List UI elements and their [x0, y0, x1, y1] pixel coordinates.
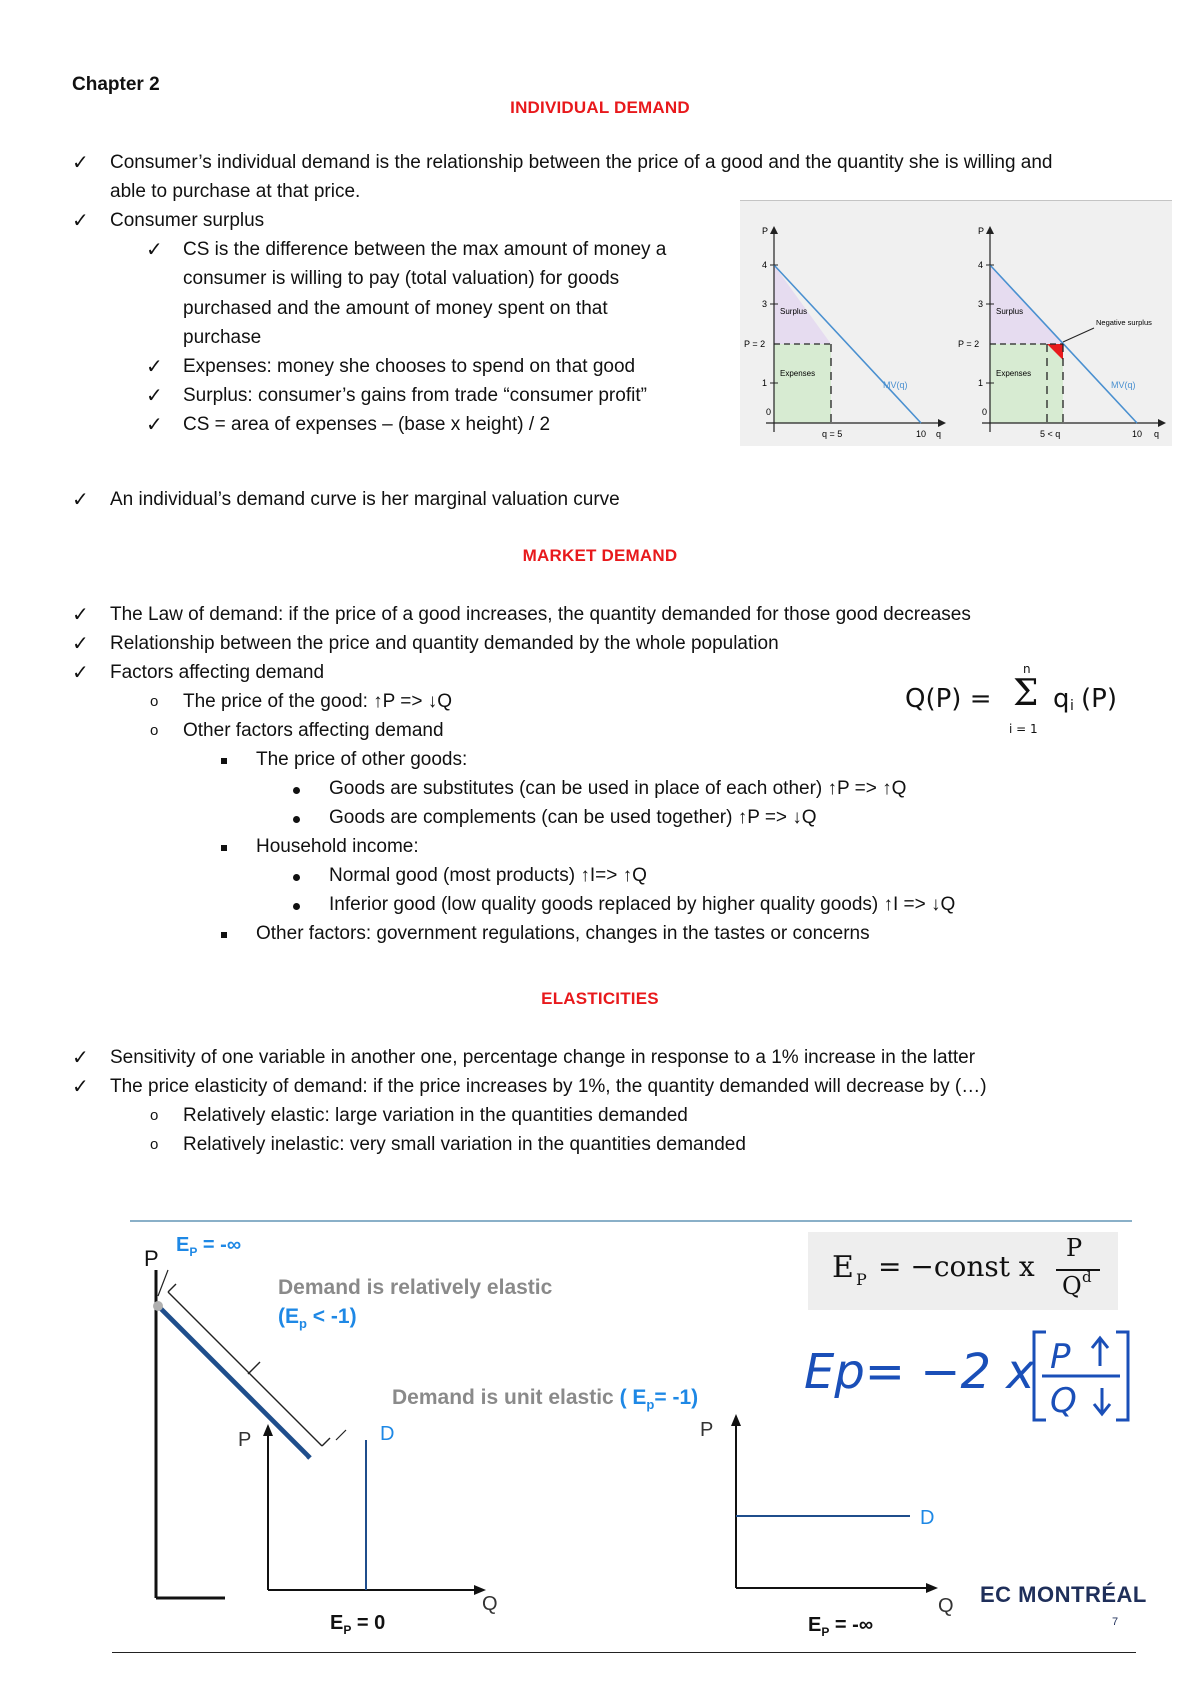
right-q-tick: 5 < q	[1040, 429, 1061, 439]
check-icon: ✓	[72, 633, 89, 655]
cs-definition-line2: consumer is willing to pay (total valuation) for goods	[183, 268, 620, 289]
right-curve-label: MV(q)	[1111, 380, 1136, 390]
dot-bullet-icon	[293, 903, 300, 910]
check-icon: ✓	[72, 604, 89, 626]
formula-rhs-base: q	[1053, 684, 1070, 714]
cs-definition-line3: purchased and the amount of money spent on that	[183, 298, 608, 319]
elastic-bracket-mid	[248, 1362, 260, 1374]
ep-infinity-label	[176, 1234, 241, 1259]
elasticity-equation-box	[808, 1232, 1118, 1310]
circle-bullet-icon: o	[150, 722, 159, 739]
right-q-label: q	[1154, 429, 1160, 439]
ep-inf-symbol: E	[176, 1234, 190, 1256]
check-icon: ✓	[146, 239, 163, 261]
elastic-q-label: Q	[938, 1595, 954, 1617]
hand-lhs: Ep= −2 x	[804, 1344, 1035, 1400]
surplus-item: Surplus: consumer’s gains from trade “consumer profit”	[183, 385, 647, 406]
heading-market-demand: MARKET DEMAND	[522, 546, 678, 565]
left-q-label: q	[936, 429, 942, 439]
check-icon: ✓	[146, 414, 163, 436]
formula-sum-bottom: i = 1	[1009, 722, 1038, 736]
left-surplus-area	[774, 265, 831, 344]
unit-elastic-label	[392, 1386, 698, 1412]
dot-bullet-icon	[293, 816, 300, 823]
check-icon: ✓	[146, 356, 163, 378]
right-graph	[958, 226, 1166, 439]
elastic-q-arrow	[926, 1583, 938, 1593]
sigma-icon: Σ	[1013, 673, 1039, 714]
vert-ep-sub: P	[343, 1623, 352, 1637]
elastic-cond-open: (E	[278, 1305, 299, 1328]
check-icon: ✓	[72, 662, 89, 684]
vertical-intercept-point	[153, 1301, 163, 1311]
left-q-tick: q = 5	[822, 429, 843, 439]
heading-elasticities: ELASTICITIES	[541, 989, 659, 1008]
relatively-inelastic-item: Relatively inelastic: very small variation in the quantities demanded	[183, 1134, 746, 1155]
left-q-arrow	[938, 419, 946, 427]
chapter-title: Chapter 2	[72, 74, 160, 95]
eq-fraction-bar	[1056, 1269, 1100, 1271]
other-factors-item: Other factors affecting demand	[183, 720, 444, 741]
eq-denominator: Q	[1062, 1272, 1082, 1300]
perfectly-elastic-diagram	[690, 1400, 960, 1620]
consumer-surplus-graphs	[740, 200, 1172, 446]
circle-bullet-icon: o	[150, 1136, 159, 1153]
hec-montreal-logo: EC MONTRÉAL	[980, 1582, 1147, 1607]
consumer-surplus-figure	[740, 200, 1172, 446]
formula-sum-top: n	[1023, 662, 1031, 676]
eq-numerator: P	[1066, 1234, 1083, 1262]
hand-denominator: Q	[1050, 1381, 1077, 1421]
vert-ep: E	[330, 1612, 344, 1634]
horiz-ep: E	[808, 1614, 822, 1636]
right-negative-label: Negative surplus	[1096, 318, 1152, 327]
circle-bullet-icon: o	[150, 693, 159, 710]
left-p-arrow	[770, 226, 778, 234]
slide-page-mark: 7	[1112, 1616, 1119, 1628]
individual-demand-def-line2: able to purchase at that price.	[110, 181, 361, 202]
bottom-rule	[112, 1652, 1136, 1653]
inelastic-p-label: P	[238, 1429, 252, 1451]
left-expenses-label: Expenses	[780, 369, 816, 378]
left-curve-label: MV(q)	[883, 380, 908, 390]
slide-top-bar	[130, 1220, 1132, 1222]
elastic-p-label: P	[700, 1419, 714, 1441]
elastic-condition	[278, 1305, 357, 1331]
right-y3: 3	[978, 299, 984, 309]
individual-demand-def-line1: Consumer’s individual demand is the relationship between the price of a good and the quantity she is willing and	[110, 152, 1053, 173]
right-q-end: 10	[1132, 429, 1143, 439]
unit-cond-open: ( E	[619, 1386, 647, 1409]
sensitivity-item: Sensitivity of one variable in another one, percentage change in response to a 1% increase in the latter	[110, 1047, 976, 1068]
hand-bracket-fraction	[1028, 1326, 1138, 1426]
price-of-good-item: The price of the good: ↑P => ↓Q	[183, 691, 452, 712]
ep-infinity-pointer	[158, 1270, 168, 1296]
horiz-ep-sub: P	[821, 1625, 830, 1639]
factors-affecting-demand-item: Factors affecting demand	[110, 662, 325, 683]
check-icon: ✓	[72, 1076, 89, 1098]
inferior-good-item: Inferior good (low quality goods replaced by higher quality goods) ↑I => ↓Q	[329, 894, 956, 915]
market-demand-formula	[905, 662, 1150, 748]
cs-formula-item: CS = area of expenses – (base x height) / 2	[183, 414, 551, 435]
elastic-d-label: D	[920, 1507, 935, 1529]
inelastic-d-label: D	[380, 1423, 395, 1445]
vert-ep-val: = 0	[356, 1612, 386, 1634]
cs-definition-line1: CS is the difference between the max amount of money a	[183, 239, 667, 260]
other-factors-detail-item: Other factors: government regulations, changes in the tastes or concerns	[256, 923, 870, 944]
demand-curve-item: An individual’s demand curve is her marginal valuation curve	[110, 489, 620, 510]
right-y1: 1	[978, 378, 984, 388]
up-arrow-icon	[1092, 1338, 1108, 1366]
left-price-label: P = 2	[744, 339, 766, 349]
check-icon: ✓	[146, 385, 163, 407]
household-income-item: Household income:	[256, 836, 419, 857]
ep-inf-value: = -∞	[202, 1234, 242, 1256]
unit-cond-close: = -1)	[654, 1386, 699, 1409]
left-y0: 0	[766, 407, 772, 417]
inelastic-p-arrow	[263, 1424, 273, 1436]
ep-inf-sub: P	[189, 1245, 198, 1259]
formula-rhs-sub: i	[1070, 698, 1074, 714]
heading-individual-demand: INDIVIDUAL DEMAND	[510, 98, 690, 117]
circle-bullet-icon: o	[150, 1107, 159, 1124]
hand-numerator: P	[1050, 1337, 1071, 1377]
elastic-bracket-cap-top	[168, 1284, 176, 1292]
right-p-arrow	[986, 226, 994, 234]
right-surplus-label: Surplus	[996, 307, 1024, 316]
right-y4: 4	[978, 260, 984, 270]
main-p-label: P	[144, 1246, 159, 1271]
expenses-item: Expenses: money she chooses to spend on that good	[183, 356, 636, 377]
price-other-goods-item: The price of other goods:	[256, 749, 468, 770]
formula-lhs: Q(P) =	[905, 684, 992, 714]
left-y3: 3	[762, 299, 768, 309]
relatively-elastic-item: Relatively elastic: large variation in the quantities demanded	[183, 1105, 688, 1126]
perfectly-inelastic-diagram	[220, 1410, 520, 1630]
negative-surplus-pointer	[1063, 328, 1094, 342]
population-relationship-item: Relationship between the price and quantity demanded by the whole population	[110, 633, 779, 654]
check-icon: ✓	[72, 489, 89, 511]
left-q-end: 10	[916, 429, 927, 439]
elastic-cond-sub: p	[299, 1316, 307, 1332]
left-p-label: P	[762, 226, 769, 236]
right-q-arrow	[1158, 419, 1166, 427]
check-icon: ✓	[72, 152, 89, 174]
square-bullet-icon	[221, 845, 227, 851]
left-surplus-label: Surplus	[780, 307, 808, 316]
check-icon: ✓	[72, 1047, 89, 1069]
left-expenses-area	[774, 344, 831, 423]
price-elasticity-item: The price elasticity of demand: if the price increases by 1%, the quantity demanded will decrease by (…)	[110, 1076, 987, 1097]
eq-lhs: E	[832, 1250, 854, 1285]
right-y0: 0	[982, 407, 988, 417]
right-price-label: P = 2	[958, 339, 980, 349]
elastic-cond-close: < -1)	[312, 1305, 357, 1328]
dot-bullet-icon	[293, 874, 300, 881]
elastic-text: Demand is relatively elastic	[278, 1276, 553, 1299]
substitutes-item: Goods are substitutes (can be used in place of each other) ↑P => ↑Q	[329, 778, 907, 799]
cs-definition-line4: purchase	[183, 327, 262, 348]
left-y4: 4	[762, 260, 768, 270]
square-bullet-icon	[221, 758, 227, 764]
left-graph	[744, 226, 946, 439]
ep-neg-infinity-label	[808, 1614, 873, 1639]
left-y1: 1	[762, 378, 768, 388]
normal-good-item: Normal good (most products) ↑I=> ↑Q	[329, 865, 647, 886]
consumer-surplus-item: Consumer surplus	[110, 210, 265, 231]
elastic-p-arrow	[731, 1414, 741, 1426]
check-icon: ✓	[72, 210, 89, 232]
horiz-ep-val: = -∞	[834, 1614, 874, 1636]
eq-mid: = −const x	[878, 1250, 1035, 1283]
eq-lhs-sub: P	[856, 1270, 867, 1289]
complements-item: Goods are complements (can be used together) ↑P => ↓Q	[329, 807, 817, 828]
unit-cond-sub: p	[646, 1397, 655, 1413]
right-expenses-label: Expenses	[996, 369, 1032, 378]
formula-rhs-tail: (P)	[1081, 684, 1117, 714]
unit-elastic-text: Demand is unit elastic	[392, 1386, 614, 1409]
ep-zero-label	[330, 1612, 385, 1637]
right-expenses-area	[990, 344, 1063, 423]
dot-bullet-icon	[293, 787, 300, 794]
down-arrow-icon	[1094, 1388, 1110, 1414]
law-of-demand-item: The Law of demand: if the price of a good increases, the quantity demanded for those good decreases	[110, 604, 971, 625]
inelastic-q-label: Q	[482, 1593, 498, 1615]
eq-denominator-sup: d	[1082, 1268, 1092, 1286]
right-p-label: P	[978, 226, 985, 236]
square-bullet-icon	[221, 932, 227, 938]
